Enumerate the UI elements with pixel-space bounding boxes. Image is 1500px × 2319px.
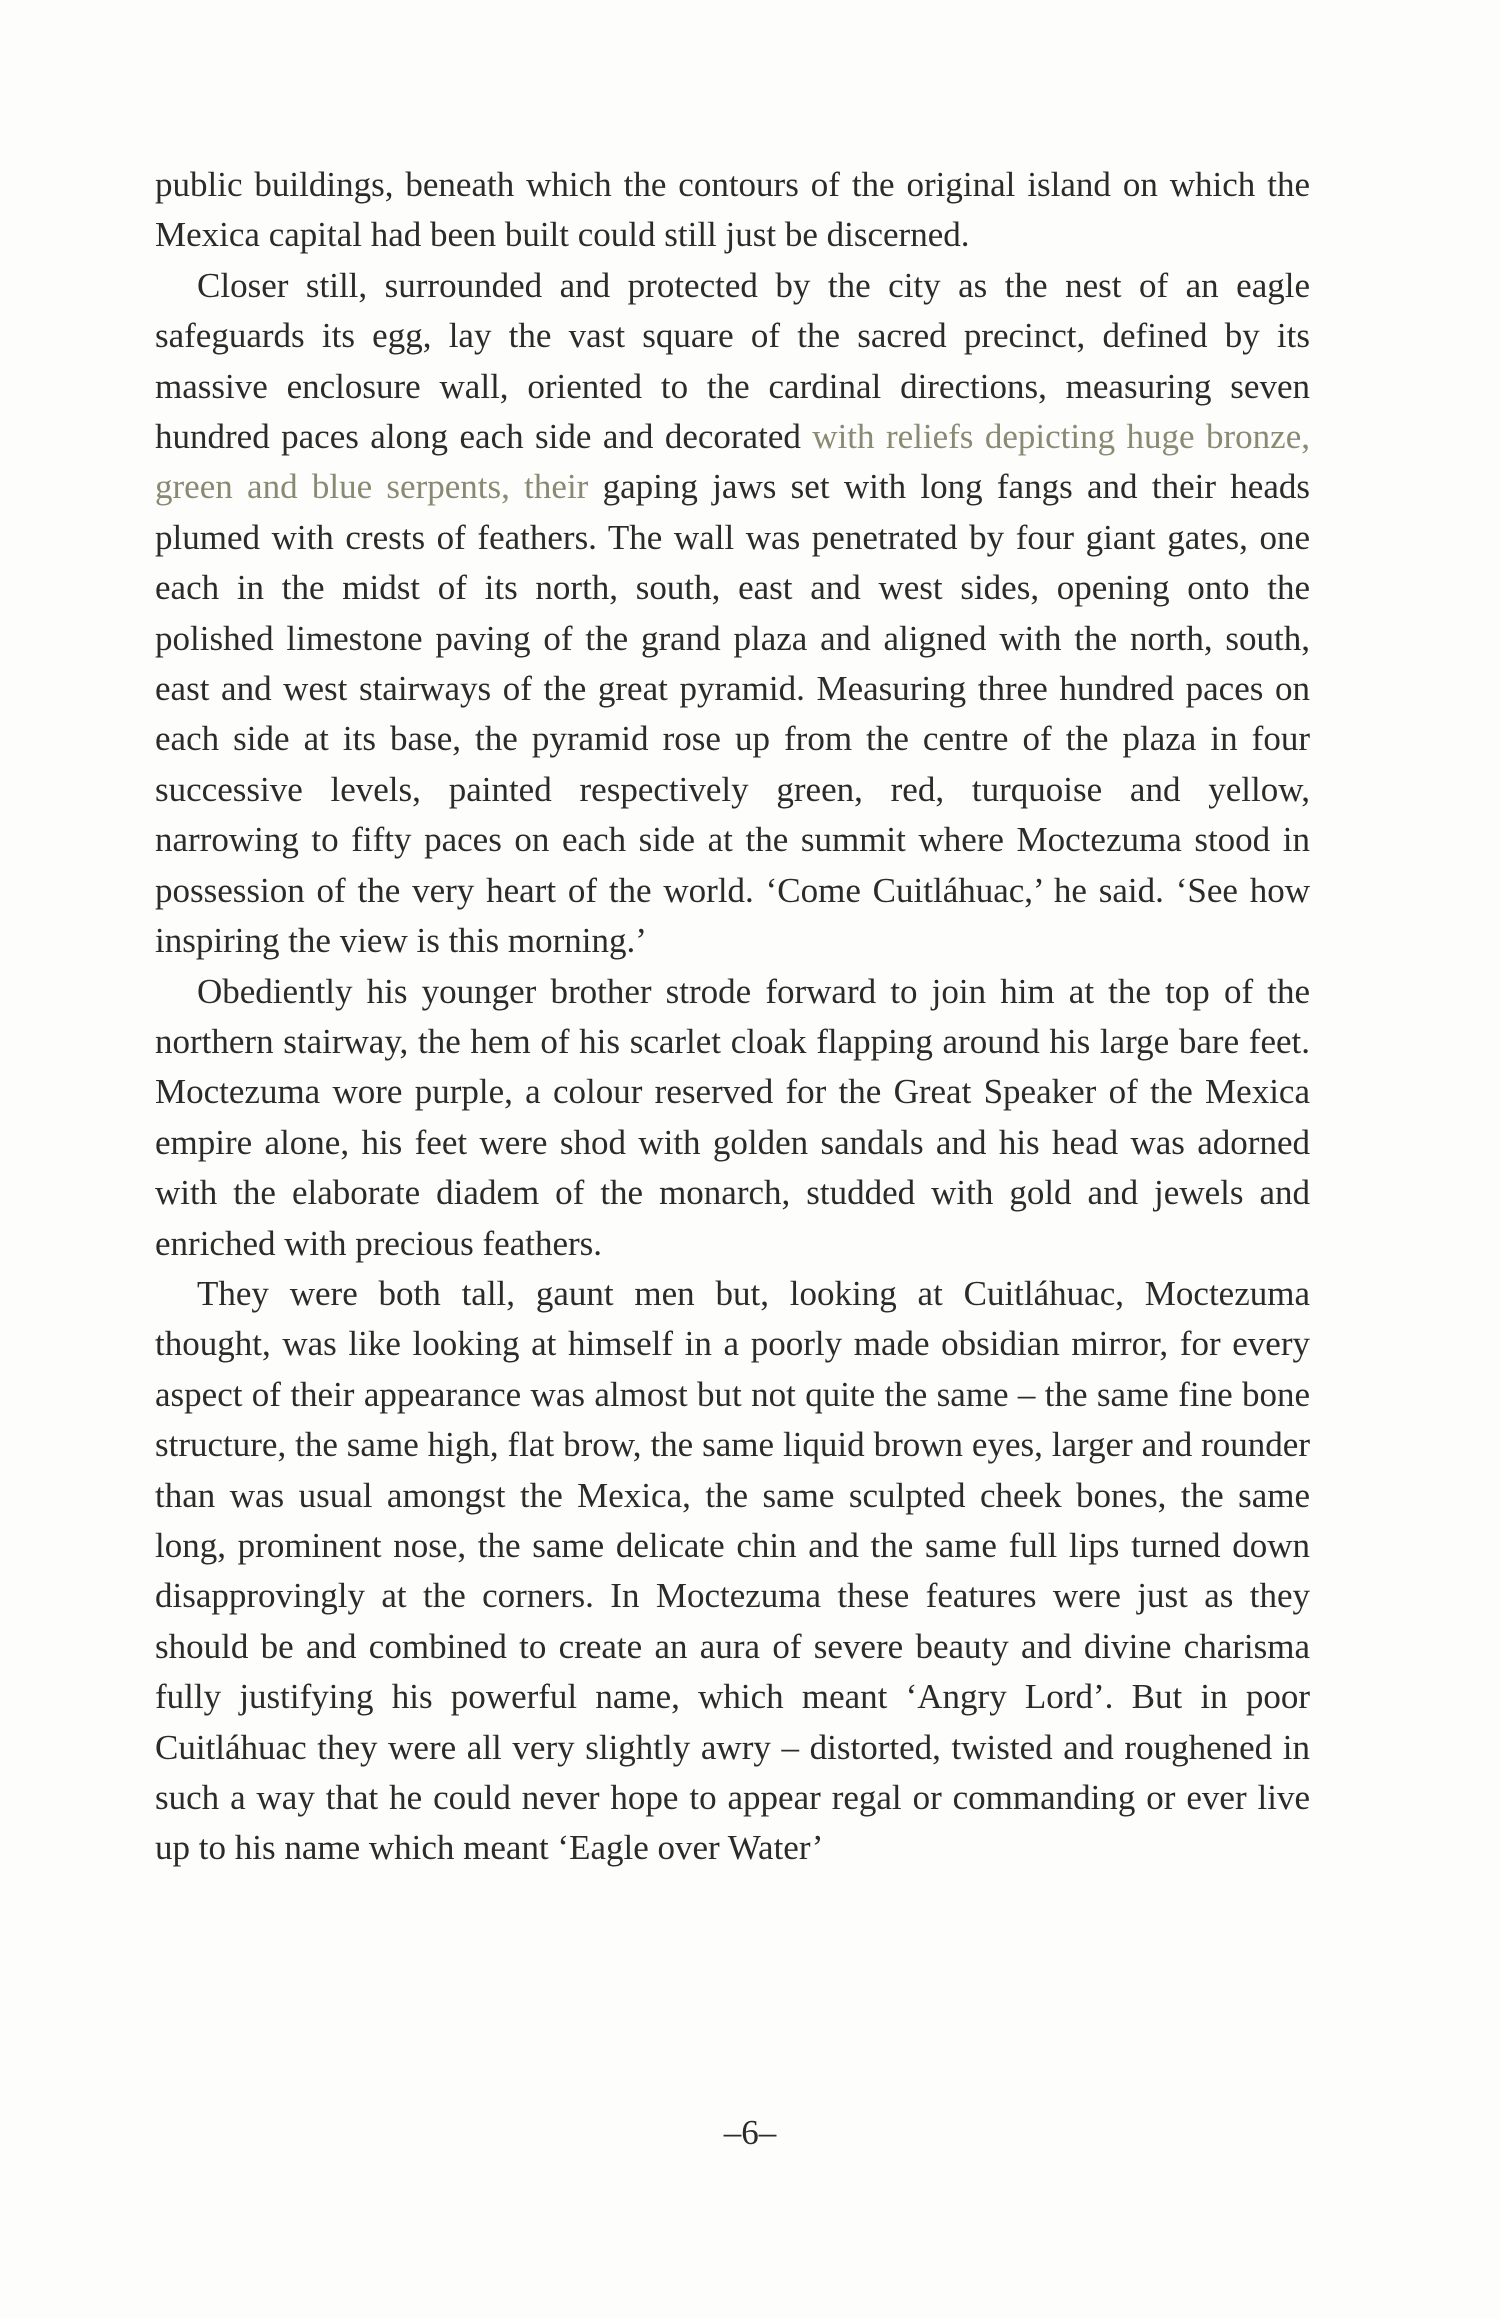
page-body: [155, 160, 1310, 1874]
paragraph-3: Obediently his younger brother strode forward to join him at the top of the northern stairway, the hem of his scarlet cloak flapping around his large bare feet. Moctezuma wore purple, a colour reserved for the Great Speaker of the Mexica empire alone, his feet were shod with golden sandals and his head was adorned with the elaborate diadem of the monarch, studded with gold and jewels and enriched with precious feathers.: [155, 971, 1310, 1263]
page-number: –6–: [723, 2113, 777, 2152]
paragraph-1: public buildings, beneath which the contours of the original island on which the Mexica capital had been built could still just be discerned.: [155, 165, 1310, 255]
paragraph-4: They were both tall, gaunt men but, looking at Cuitláhuac, Moctezuma thought, was like looking at himself in a poorly made obsidian mirror, for every aspect of their appearance was almost but not quite the same – the same fine bone structure, the same high, flat brow, the same liquid brown eyes, larger and rounder than was usual amongst the Mexica, the same sculpted cheek bones, the same long, prominent nose, the same delicate chin and the same full lips turned down disapprovingly at the corners. In Moctezuma these features were just as they should be and combined to create an aura of severe beauty and divine charisma fully justifying his powerful name, which meant ‘Angry Lord’. But in poor Cuitláhuac they were all very slightly awry – distorted, twisted and roughened in such a way that he could never hope to appear regal or commanding or ever live up to his name which meant ‘Eagle over Water’: [155, 1273, 1310, 1868]
paragraph-2-part-1: Closer still, surrounded and protected by the city as the nest of an eagle safeguards its egg, lay the vast square of the sacred precinct, defined by its massive enclosure wall, oriented to the cardinal directions, measuring seven hundred paces along each side and decorated: [155, 265, 1310, 457]
paragraph-2-part-2: gaping jaws set with long fangs and their heads plumed with crests of feathers. The wall was penetrated by four giant gates, one each in the midst of its north, south, east and west sides, opening onto the polished limestone paving of the grand plaza and aligned with the north, south, east and west stairways of the great pyramid. Measuring three hundred paces on each side at its base, the pyramid rose up from the centre of the plaza in four successive levels, painted respectively green, red, turquoise and yellow, narrowing to fifty paces on each side at the summit where Moctezuma stood in possession of the very heart of the world. ‘Come Cuitláhuac,’ he said. ‘See how inspiring the view is this morning.’: [155, 467, 1310, 961]
paragraph-2: [155, 261, 1310, 967]
paragraph-2-faded-text: with reliefs depicting huge bronze, green and blue serpents, their: [155, 417, 1310, 507]
